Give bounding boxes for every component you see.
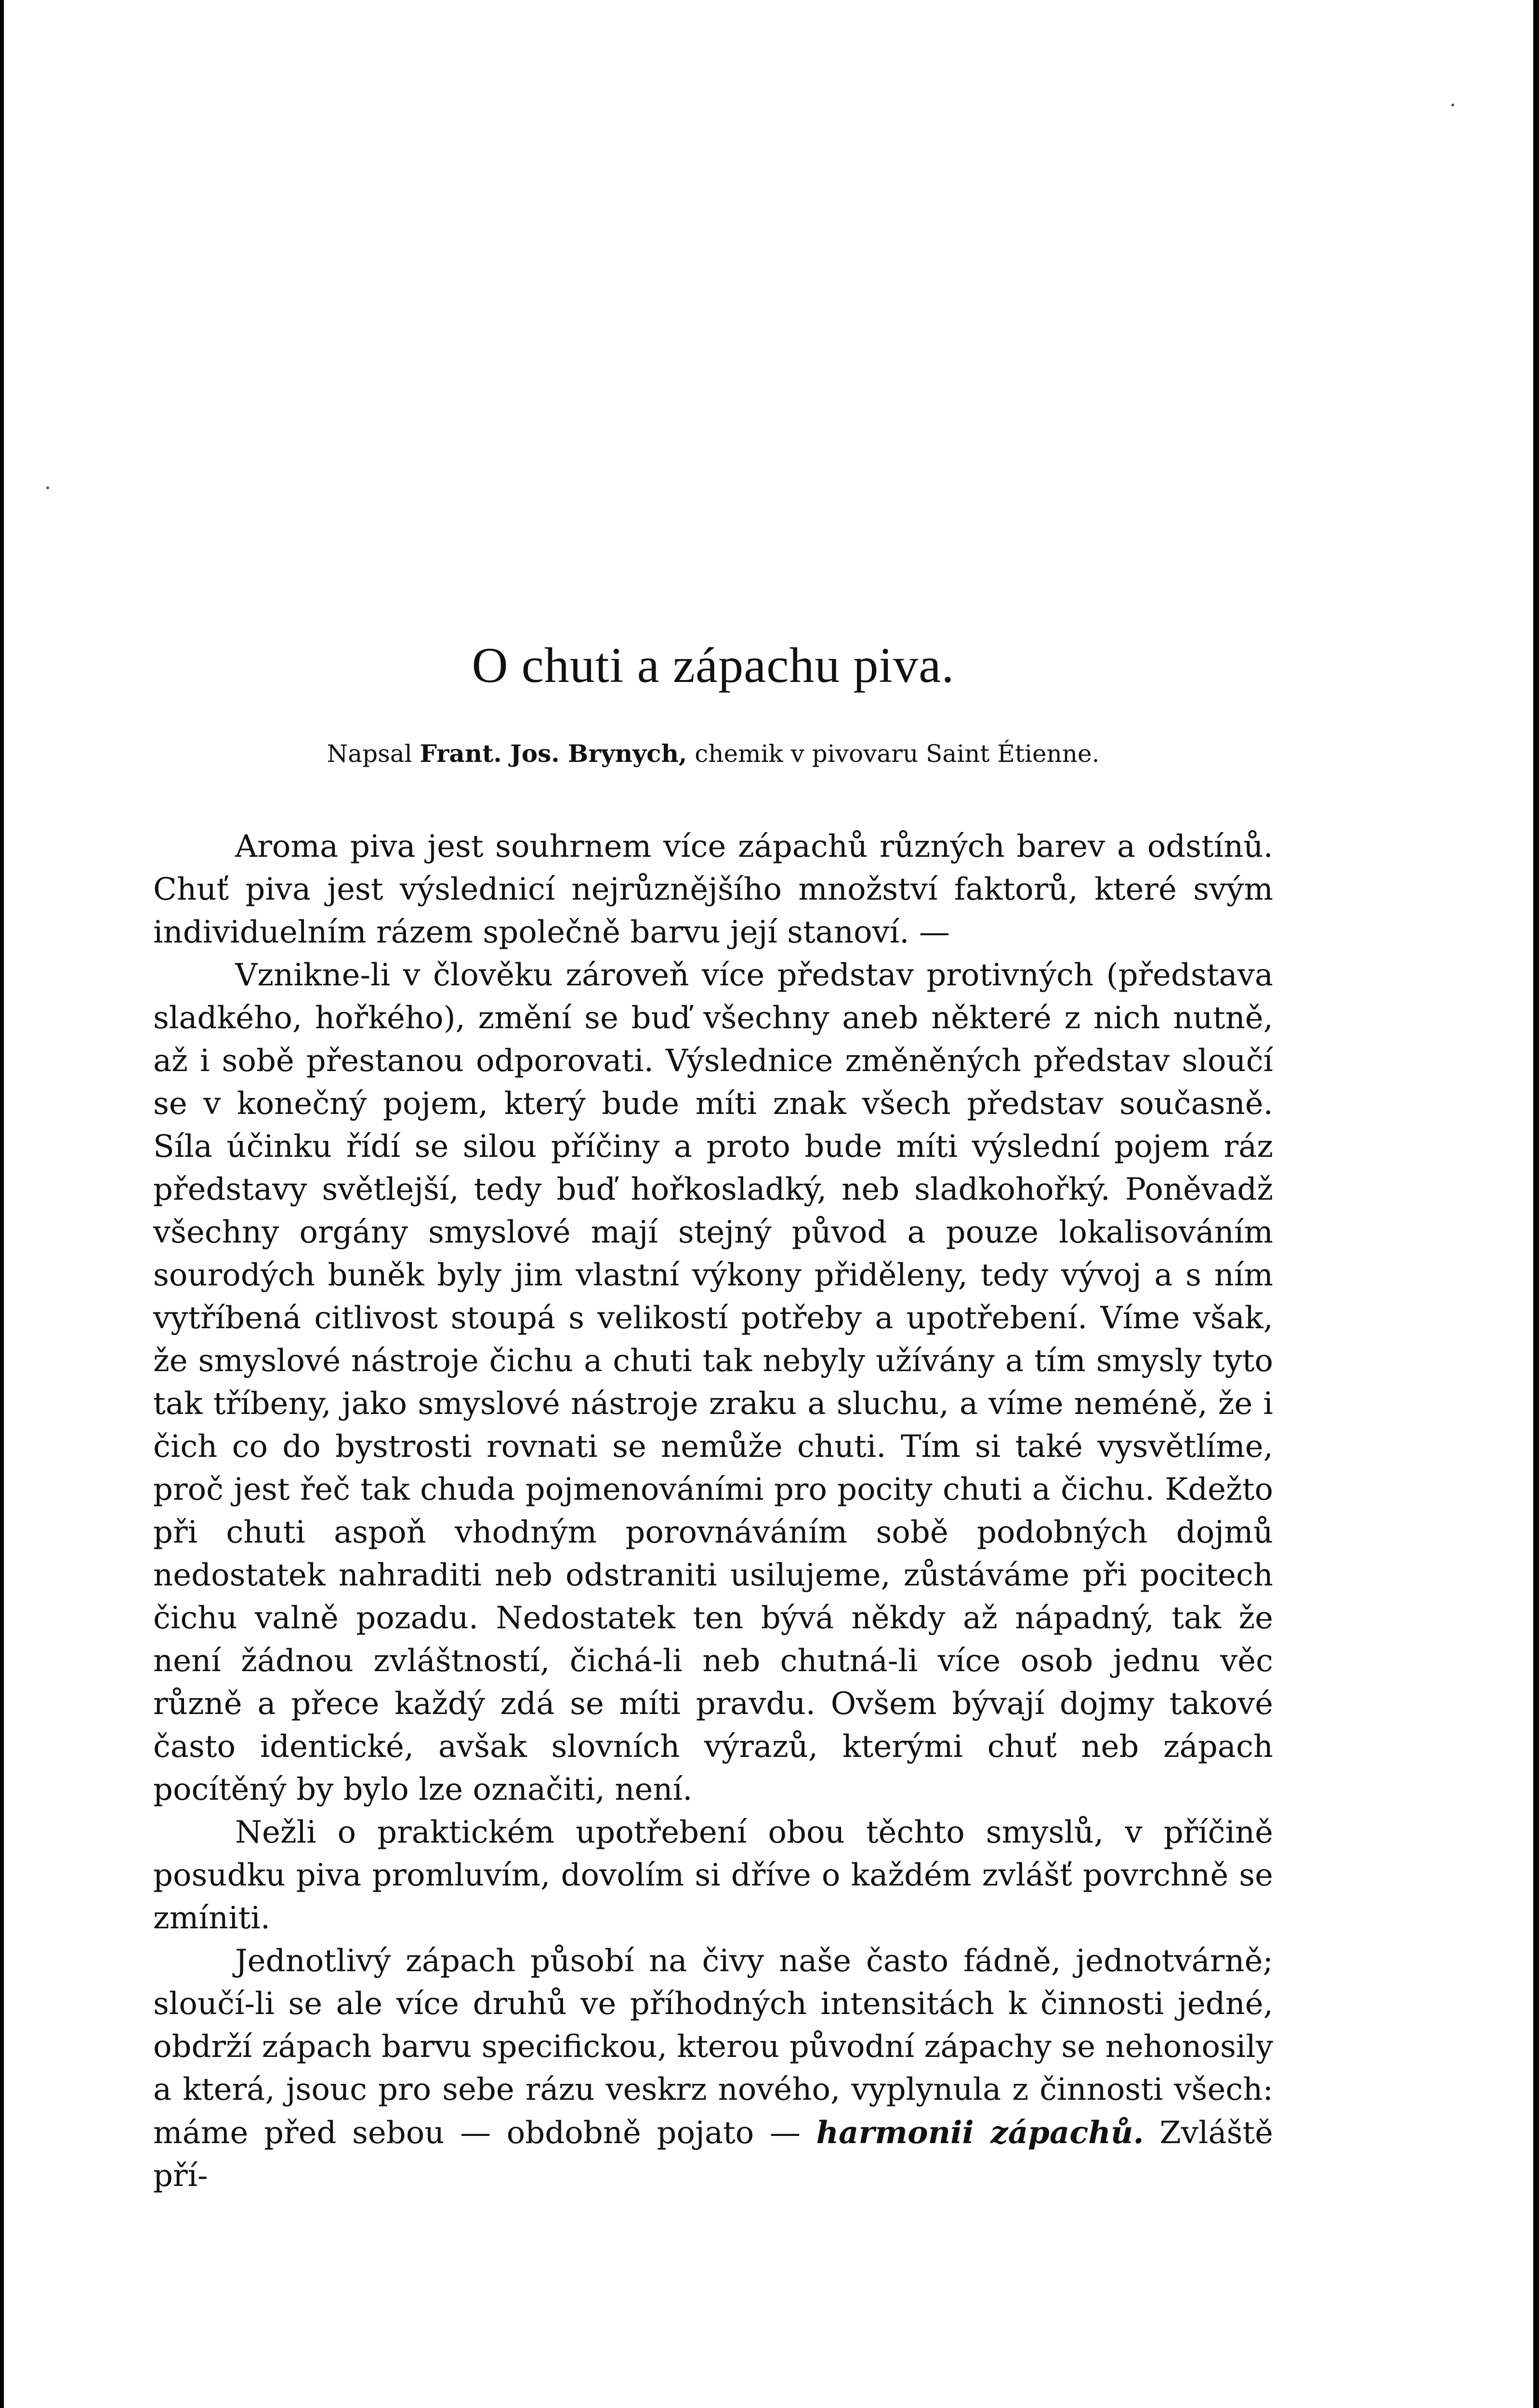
body-text	[153, 825, 1273, 2198]
byline-author: Frant. Jos. Brynych,	[420, 739, 687, 768]
paragraph-2: Vznikne-li v člověku zároveň více představ protivných (představa sladkého, hořkého), změní se buď všechny aneb některé z nich nutně, až i sobě přestanou odporovati. Výslednice změněných představ sloučí se v konečný pojem, který bude míti znak všech představ současně. Síla účinku řídí se silou příčiny a proto bude míti výslední pojem ráz představy světlejší, tedy buď hořkosladký, neb sladkohořký. Poněvadž všechny orgány smyslové mají stejný původ a pouze lokalisováním sourodých buněk byly jim vlastní výkony přiděleny, tedy vývoj a s ním vytříbená citlivost stoupá s velikostí potřeby a upotřebení. Víme však, že smyslové nástroje čichu a chuti tak nebyly užívány a tím smysly tyto tak tříbeny, jako smyslové nástroje zraku a sluchu, a víme neméně, že i čich co do bystrosti rovnati se nemůže chuti. Tím si také vysvětlíme, proč jest řeč tak chuda pojmenováními pro pocity chuti a čichu. Kdežto při chuti aspoň vhodným porovnáváním sobě podobných dojmů nedostatek nahraditi neb odstraniti usilujeme, zůstáváme při pocitech čichu valně pozadu. Nedostatek ten bývá někdy až nápadný, tak že není žádnou zvláštností, čichá-li neb chutná-li více osob jednu věc různě a přece každý zdá se míti pravdu. Ovšem bývají dojmy takové často identické, avšak slovních výrazů, kterými chuť neb zápach pocítěný by bylo lze označiti, není.	[153, 957, 1273, 1807]
byline	[153, 739, 1273, 768]
scan-speck	[1451, 104, 1454, 106]
paragraph-4-text: Jednotlivý zápach působí na čivy naše často fádně, jednotvárně; sloučí-li se ale více druhů ve příhodných intensitách k činnosti jedné, obdrží zápach barvu specifickou, kterou původní zápachy se nehonosily a která, jsouc pro sebe rázu veskrz nového, vyplynula z činnosti všech: máme před sebou — obdobně pojato —	[153, 1943, 1273, 2151]
book-page	[4, 0, 1533, 2408]
byline-suffix: chemik v pivovaru Saint Étienne.	[695, 739, 1100, 768]
emphasized-term: harmonii zápachů.	[816, 2114, 1144, 2151]
paragraph-3: Nežli o praktickém upotřebení obou těchto smyslů, v příčině posudku piva promluvím, dovolím si dříve o každém zvlášť povrchně se zmíniti.	[153, 1814, 1273, 1936]
article-title: O chuti a zápachu piva.	[472, 638, 955, 693]
byline-prefix: Napsal	[327, 739, 412, 768]
paragraph-4	[153, 1940, 1273, 2198]
article-body	[153, 636, 1273, 2198]
paragraph-1: Aroma piva jest souhrnem více zápachů různých barev a odstínů. Chuť piva jest výslednicí nejrůznějšího množství faktorů, které svým individuelním rázem společně barvu její stanoví. —	[153, 828, 1273, 950]
paragraph-4-continuation: Zvláště pří-	[153, 2115, 1274, 2194]
scan-speck	[46, 486, 49, 489]
